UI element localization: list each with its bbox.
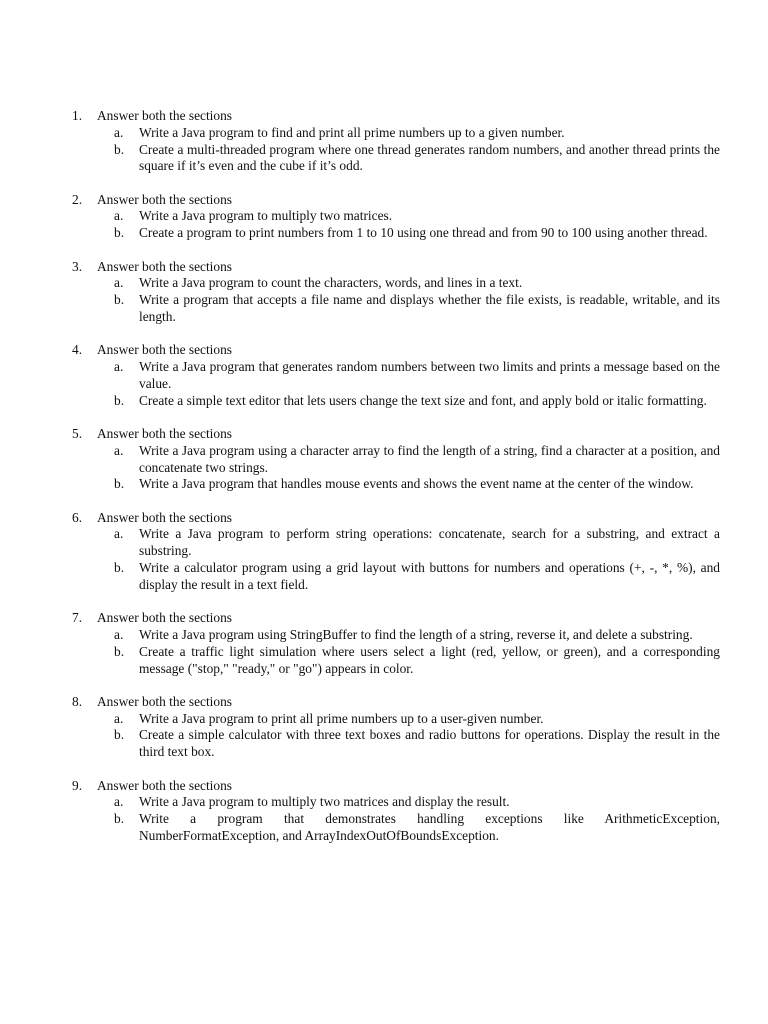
- subquestion-letter: b.: [114, 225, 125, 241]
- question-item: [72, 610, 720, 677]
- subquestion-text: Write a Java program to multiply two matrices.: [139, 208, 393, 224]
- subquestion-item: [114, 811, 720, 845]
- subquestion-item: [114, 292, 720, 326]
- question-title: Answer both the sections: [97, 425, 232, 441]
- question-number: 6.: [72, 509, 83, 525]
- subquestion-text: Write a program that demonstrates handling exceptions like ArithmeticException, NumberFormatException, and ArrayIndexOutOfBoundsException.: [139, 811, 720, 843]
- subquestion-text: Write a Java program that generates random numbers between two limits and prints a message based on the value.: [139, 359, 720, 391]
- question-number: 4.: [72, 342, 83, 358]
- question-number: 5.: [72, 425, 83, 441]
- subquestion-letter: b.: [114, 811, 125, 827]
- question-number: 8.: [72, 693, 83, 709]
- subquestion-item: [114, 560, 720, 594]
- subquestion-item: [114, 794, 720, 811]
- question-title: Answer both the sections: [97, 693, 232, 709]
- question-item: [72, 426, 720, 493]
- question-list: [72, 108, 720, 861]
- question-heading: [72, 510, 720, 527]
- question-heading: [72, 259, 720, 276]
- subquestion-text: Create a multi-threaded program where one thread generates random numbers, and another thread prints the square if it’s even and the cube if it’s odd.: [139, 141, 720, 174]
- subquestion-letter: b.: [114, 141, 125, 157]
- question-title: Answer both the sections: [97, 610, 232, 626]
- subquestion-letter: a.: [114, 526, 124, 542]
- subquestion-text: Write a Java program to count the characters, words, and lines in a text.: [139, 275, 523, 291]
- subquestion-text: Create a simple text editor that lets users change the text size and font, and apply bold or italic formatting.: [139, 392, 707, 408]
- question-title: Answer both the sections: [97, 342, 232, 358]
- subquestion-text: Write a Java program to print all prime numbers up to a user-given number.: [139, 710, 544, 726]
- question-number: 3.: [72, 258, 83, 274]
- subquestion-text: Write a Java program to multiply two matrices and display the result.: [139, 794, 510, 810]
- subquestion-text: Write a Java program using StringBuffer to find the length of a string, reverse it, and delete a substring.: [139, 626, 693, 642]
- subquestion-letter: a.: [114, 208, 124, 224]
- subquestion-letter: a.: [114, 124, 124, 140]
- subquestion-item: [114, 443, 720, 477]
- question-number: 2.: [72, 191, 83, 207]
- question-title: Answer both the sections: [97, 777, 232, 793]
- subquestion-text: Write a Java program to perform string operations: concatenate, search for a substring, and extract a substring.: [139, 526, 720, 559]
- subquestion-item: [114, 393, 720, 410]
- subquestion-text: Write a calculator program using a grid layout with buttons for numbers and operations (+, -, *, %), and display the result in a text field.: [139, 560, 720, 592]
- question-heading: [72, 192, 720, 209]
- subquestion-letter: a.: [114, 359, 124, 375]
- subquestion-letter: b.: [114, 392, 125, 408]
- question-item: [72, 510, 720, 594]
- subquestion-text: Write a Java program to find and print all prime numbers up to a given number.: [139, 124, 565, 140]
- question-number: 7.: [72, 610, 83, 626]
- question-item: [72, 192, 720, 242]
- subquestion-text: Write a program that accepts a file name and displays whether the file exists, is readable, writable, and its length.: [139, 292, 720, 324]
- question-item: [72, 108, 720, 175]
- question-heading: [72, 108, 720, 125]
- question-title: Answer both the sections: [97, 509, 232, 525]
- subquestion-text: Write a Java program that handles mouse events and shows the event name at the center of the window.: [139, 476, 694, 492]
- question-item: [72, 694, 720, 761]
- subquestion-item: [114, 711, 720, 728]
- subquestion-item: [114, 359, 720, 393]
- question-heading: [72, 694, 720, 711]
- subquestion-item: [114, 142, 720, 176]
- subquestion-text: Create a program to print numbers from 1 to 10 using one thread and from 90 to 100 using another thread.: [139, 225, 708, 241]
- subquestion-letter: a.: [114, 710, 124, 726]
- subquestion-text: Write a Java program using a character array to find the length of a string, find a character at a position, and concatenate two strings.: [139, 442, 720, 475]
- subquestion-item: [114, 526, 720, 560]
- subquestion-letter: a.: [114, 442, 124, 458]
- question-heading: [72, 342, 720, 359]
- subquestion-letter: a.: [114, 794, 124, 810]
- subquestion-letter: a.: [114, 275, 124, 291]
- question-title: Answer both the sections: [97, 108, 232, 123]
- subquestion-text: Create a traffic light simulation where users select a light (red, yellow, or green), and a corresponding message ("stop," "ready," or "go") appears in color.: [139, 643, 720, 676]
- question-number: 1.: [72, 108, 83, 123]
- question-item: [72, 778, 720, 845]
- question-title: Answer both the sections: [97, 191, 232, 207]
- subquestion-item: [114, 208, 720, 225]
- subquestion-item: [114, 275, 720, 292]
- subquestion-text: Create a simple calculator with three text boxes and radio buttons for operations. Display the result in the third text box.: [139, 727, 720, 760]
- subquestion-item: [114, 125, 720, 142]
- question-item: [72, 342, 720, 409]
- question-heading: [72, 426, 720, 443]
- question-number: 9.: [72, 777, 83, 793]
- subquestion-letter: b.: [114, 476, 125, 492]
- question-heading: [72, 610, 720, 627]
- subquestion-letter: b.: [114, 727, 125, 743]
- subquestion-item: [114, 225, 720, 242]
- question-heading: [72, 778, 720, 795]
- subquestion-letter: b.: [114, 292, 125, 308]
- subquestion-letter: a.: [114, 626, 124, 642]
- question-item: [72, 259, 720, 326]
- subquestion-item: [114, 644, 720, 678]
- subquestion-item: [114, 476, 720, 493]
- subquestion-item: [114, 627, 720, 644]
- subquestion-item: [114, 727, 720, 761]
- subquestion-letter: b.: [114, 643, 125, 659]
- question-title: Answer both the sections: [97, 258, 232, 274]
- subquestion-letter: b.: [114, 560, 125, 576]
